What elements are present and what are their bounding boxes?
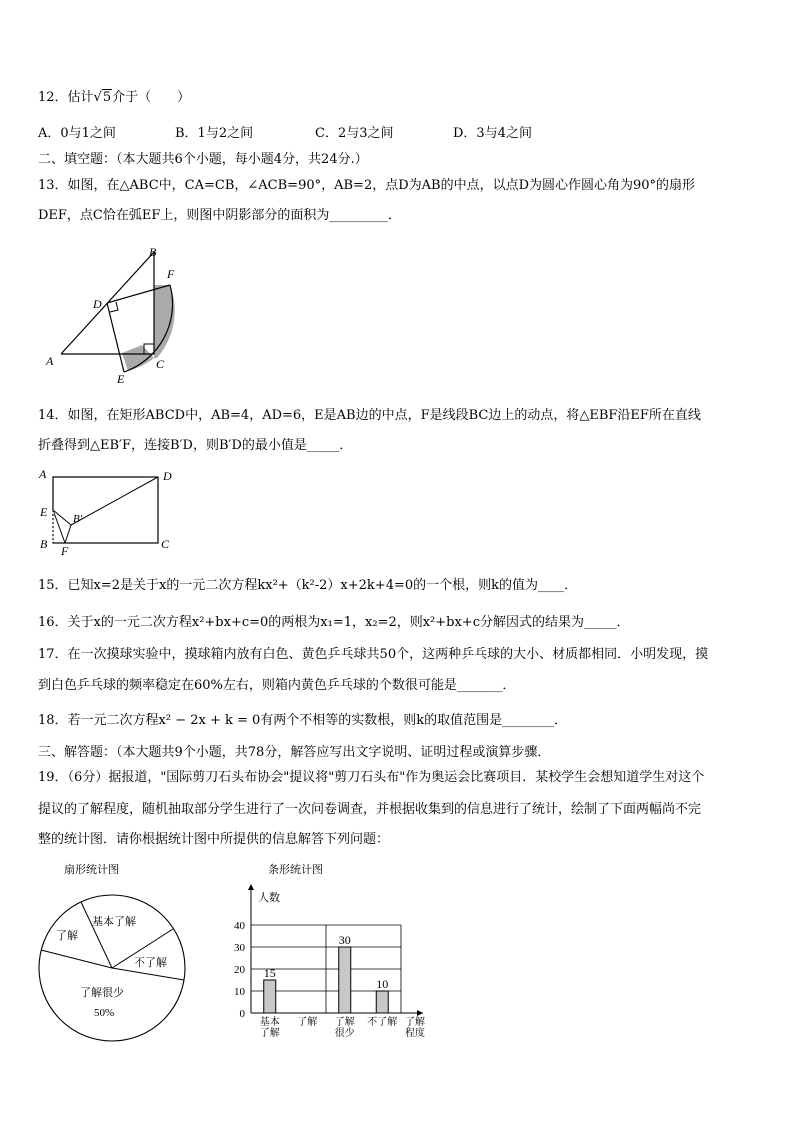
pie-divider-4: [112, 968, 184, 980]
bar-value-label: 30: [338, 933, 351, 947]
pie-label-little: 了解很少: [80, 987, 124, 999]
q13-figure: [40, 240, 200, 390]
pie-label-percent: 50%: [94, 1007, 115, 1019]
pie-title: 扇形统计图: [64, 864, 119, 876]
pie-label-unknown: 不了解: [134, 957, 167, 969]
q19-line3: 整的统计图．请你根据统计图中所提供的信息解答下列问题：: [38, 832, 390, 847]
y-axis-arrow: [248, 884, 254, 890]
label-c: C: [161, 537, 170, 551]
bar-chart: [224, 858, 434, 1043]
y-tick-label: 0: [239, 1008, 245, 1020]
q19-line1: 19．（6分）据报道，"国际剪刀石头布协会"提议将"剪刀石头布"作为奥运会比赛项目．某校学生会想知道学生对这个: [38, 770, 705, 785]
x-tick-label: 了解: [297, 1017, 318, 1028]
q16: 16．关于x的一元二次方程x²+bx+c=0的两根为x₁=1，x₂=2，则x²+bx+c分解因式的结果为_____．: [38, 615, 630, 630]
segment-bpf: [65, 525, 71, 543]
q18: 18．若一元二次方程x² − 2x + k = 0有两个不相等的实数根，则k的取值范围是________．: [38, 713, 568, 728]
x-tick-label: 了解: [259, 1028, 280, 1039]
y-tick-label: 30: [234, 942, 245, 954]
x-axis-arrow: [417, 1010, 423, 1016]
sqrt-symbol: √: [93, 90, 102, 105]
label-b: B: [149, 245, 157, 259]
label-d: D: [93, 297, 102, 311]
y-tick-label: 40: [234, 920, 245, 932]
y-axis-label: 人数: [258, 892, 280, 904]
bar-value-label: 15: [263, 966, 276, 980]
label-e: E: [40, 505, 48, 519]
right-angle-d: [110, 302, 118, 312]
q19-line2: 提议的了解程度，随机抽取部分学生进行了一次问卷调查，并根据收集到的信息进行了统计，绘制了下面两幅尚不完: [38, 802, 702, 817]
q14-line2: 折叠得到△EB′F，连接B′D，则B′D的最小值是_____．: [38, 438, 353, 453]
segment-de: [107, 303, 124, 372]
label-b-prime: B′: [73, 513, 83, 525]
x-tick-label: 很少: [334, 1028, 355, 1039]
q12-suffix: 介于（ ）: [112, 90, 191, 105]
x-axis-label: 程度: [405, 1028, 425, 1039]
label-a: A: [46, 354, 54, 368]
label-f: F: [167, 267, 175, 281]
x-tick-label: 基本: [259, 1017, 280, 1028]
q13-line1: 13．如图，在△ABC中，CA=CB，∠ACB=90°，AB=2，点D为AB的中点，以点D为圆心作圆心角为90°的扇形: [38, 178, 696, 193]
q12-radicand: 5: [102, 90, 112, 105]
bar-4: [376, 991, 388, 1013]
label-c: C: [156, 357, 165, 371]
label-d: D: [163, 469, 172, 483]
q14-line1: 14．如图，在矩形ABCD中，AB=4，AD=6，E是AB边的中点，F是线段BC边上的动点，将△EBF沿EF所在直线: [38, 408, 701, 423]
x-tick-label: 了解: [334, 1017, 355, 1028]
x-tick-label: 不了解: [367, 1017, 398, 1028]
section-3-heading: 三、解答题：（本大题共9个小题，共78分，解答应写出文字说明、证明过程或演算步骤．: [38, 745, 551, 760]
q13-line2: DEF，点C恰在弧EF上，则图中阴影部分的面积为_________．: [38, 208, 401, 223]
q12-stem: [38, 90, 190, 106]
pie-divider-3: [41, 950, 112, 968]
pie-label-basic: 基本了解: [92, 916, 136, 928]
pie-label-know: 了解: [56, 930, 78, 942]
segment-bpd: [71, 477, 158, 525]
q12-option-c[interactable]: C．2与3之间: [315, 126, 394, 141]
q14-figure: [36, 465, 186, 560]
y-tick-label: 10: [234, 986, 245, 998]
x-axis-label: 了解: [405, 1017, 425, 1028]
q17-line1: 17．在一次摸球实验中，摸球箱内放有白色、黄色乒乓球共50个，这两种乒乓球的大小、材质都相同．小明发现，摸: [38, 647, 709, 662]
label-f: F: [61, 544, 69, 558]
label-b: B: [40, 537, 48, 551]
label-a: A: [39, 467, 47, 481]
y-tick-label: 20: [234, 964, 245, 976]
q12-prefix: 12．估计: [38, 90, 94, 105]
label-e: E: [117, 372, 125, 386]
bar-value-label: 10: [376, 977, 389, 991]
pie-chart: [36, 858, 196, 1043]
q15: 15．已知x=2是关于x的一元二次方程kx²+（k²-2）x+2k+4=0的一个根，则k的值为____．: [38, 578, 578, 593]
bar-3: [339, 947, 351, 1013]
section-2-heading: 二、填空题：（本大题共6个小题，每小题4分，共24分.）: [38, 152, 368, 167]
q17-line2: 到白色乒乓球的频率稳定在60%左右，则箱内黄色乒乓球的个数很可能是_______．: [38, 678, 516, 693]
q12-option-b[interactable]: B．1与2之间: [175, 126, 254, 141]
bar-1: [264, 980, 276, 1013]
q12-option-a[interactable]: A．0与1之间: [38, 126, 116, 141]
q12-option-d[interactable]: D．3与4之间: [453, 126, 532, 141]
bar-chart-title: 条形统计图: [268, 864, 323, 876]
pie-divider-1: [81, 902, 112, 968]
